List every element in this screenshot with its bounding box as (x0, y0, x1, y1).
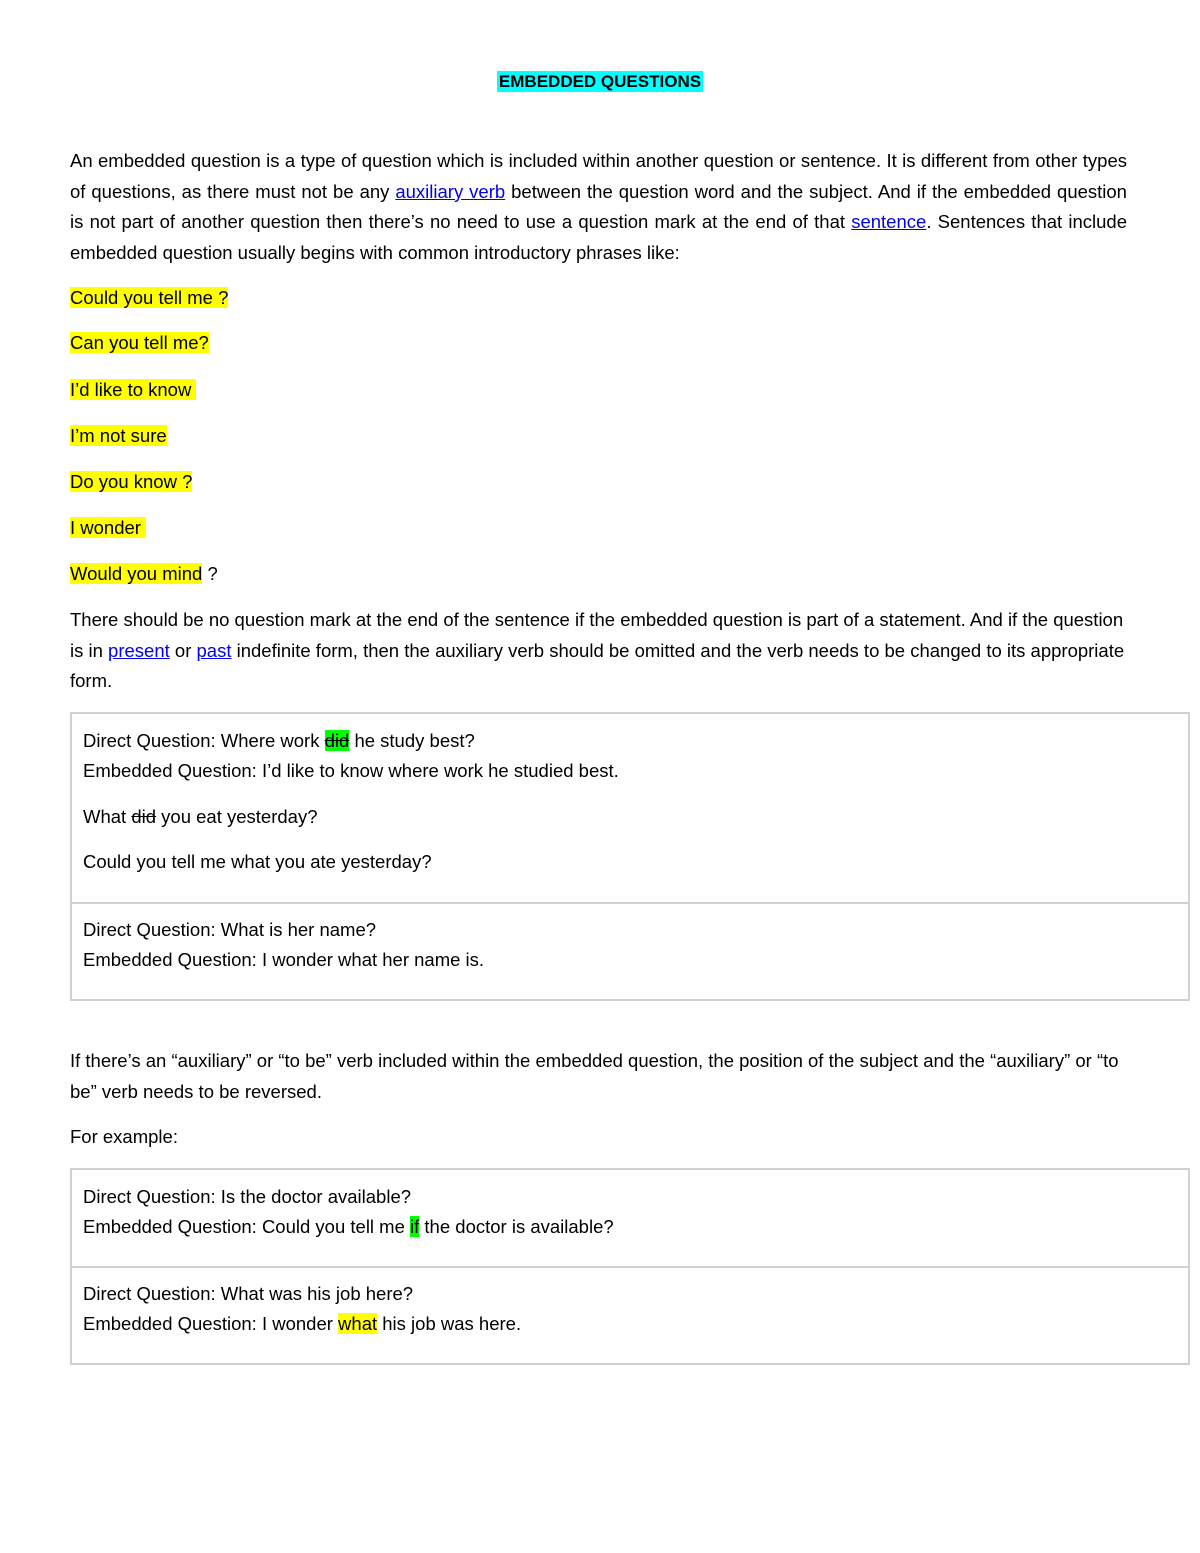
table-row (72, 714, 1188, 904)
highlighted-word: what (338, 1313, 378, 1334)
phrase-text: Would you mind (70, 563, 203, 584)
table-row (72, 1170, 1188, 1267)
table-row (72, 904, 1188, 999)
line-text: he study best? (349, 730, 475, 751)
line-text: you eat yesterday? (156, 806, 318, 827)
intro-text-3: . Sentences that include embedded question usually begins with common introductory phrases like: (70, 211, 1128, 263)
embedded-question-line (83, 1216, 614, 1238)
line-text: Embedded Question: I wonder (83, 1313, 339, 1334)
direct-question-line: Direct Question: Is the doctor available? (83, 1186, 412, 1207)
example-embedded-line: Could you tell me what you ate yesterday? (83, 851, 432, 872)
embedded-question-line: Embedded Question: I’d like to know where work he studied best. (83, 760, 619, 781)
phrase-item (70, 516, 146, 540)
phrase-text: Could you tell me ? (70, 287, 229, 308)
phrase-item (70, 378, 196, 402)
line-text: the doctor is available? (419, 1216, 614, 1237)
para2-text-3: indefinite form, then the auxiliary verb should be omitted and the verb needs to be changed to its appropriate form. (70, 639, 1125, 691)
past-link[interactable]: past (196, 639, 232, 661)
example-question-line (83, 806, 318, 828)
for-example-label: For example: (70, 1126, 178, 1147)
phrase-item (70, 562, 218, 586)
phrase-item (70, 424, 167, 448)
struck-auxiliary: did (131, 806, 157, 827)
para2-text-1: There should be no question mark at the end of the sentence if the embedded question is part of a statement. And if the question is in (70, 609, 1124, 661)
direct-question-line: Direct Question: What was his job here? (83, 1283, 414, 1304)
embedded-question-line: Embedded Question: I wonder what her name is. (83, 949, 485, 970)
direct-question-line (83, 730, 475, 752)
line-text: Embedded Question: Could you tell me (83, 1216, 411, 1237)
present-link[interactable]: present (108, 639, 170, 661)
table-row (72, 1268, 1188, 1363)
phrase-text: I’m not sure (70, 425, 167, 446)
line-text: Direct Question: Where work (83, 730, 325, 751)
intro-text-2: between the question word and the subject. And if the embedded question is not part of another question then there’s no need to use a question mark at the end of that (70, 180, 1127, 232)
embedded-question-line (83, 1313, 521, 1335)
intro-paragraph (70, 146, 1127, 268)
phrase-text: Can you tell me? (70, 332, 209, 353)
phrase-tail: ? (202, 563, 218, 584)
phrase-item (70, 470, 192, 494)
page-title: EMBEDDED QUESTIONS (498, 72, 702, 91)
phrase-item (70, 286, 228, 310)
reversal-paragraph: If there’s an “auxiliary” or “to be” verb included within the embedded question, the position of the subject and the “auxiliary” or “to be” verb needs to be reversed. (70, 1050, 1119, 1102)
para2-text-2: or (169, 639, 197, 661)
example-table-1 (70, 712, 1190, 1001)
struck-auxiliary: did (324, 730, 350, 751)
line-text: What (83, 806, 132, 827)
title-wrap (0, 72, 1200, 92)
phrase-item (70, 331, 209, 355)
indefinite-form-paragraph (70, 605, 1127, 697)
direct-question-line: Direct Question: What is her name? (83, 919, 377, 940)
highlighted-word: if (410, 1216, 420, 1237)
phrase-text: Do you know ? (70, 471, 193, 492)
phrase-text: I’d like to know (70, 379, 197, 400)
intro-text-1: An embedded question is a type of question which is included within another question or sentence. It is different from other types of questions, as there must not be any (70, 150, 1127, 202)
auxiliary-verb-link[interactable]: auxiliary verb (395, 180, 506, 202)
phrase-text: I wonder (70, 517, 147, 538)
sentence-link[interactable]: sentence (851, 211, 927, 232)
example-table-2 (70, 1168, 1190, 1365)
line-text: his job was here. (377, 1313, 522, 1334)
